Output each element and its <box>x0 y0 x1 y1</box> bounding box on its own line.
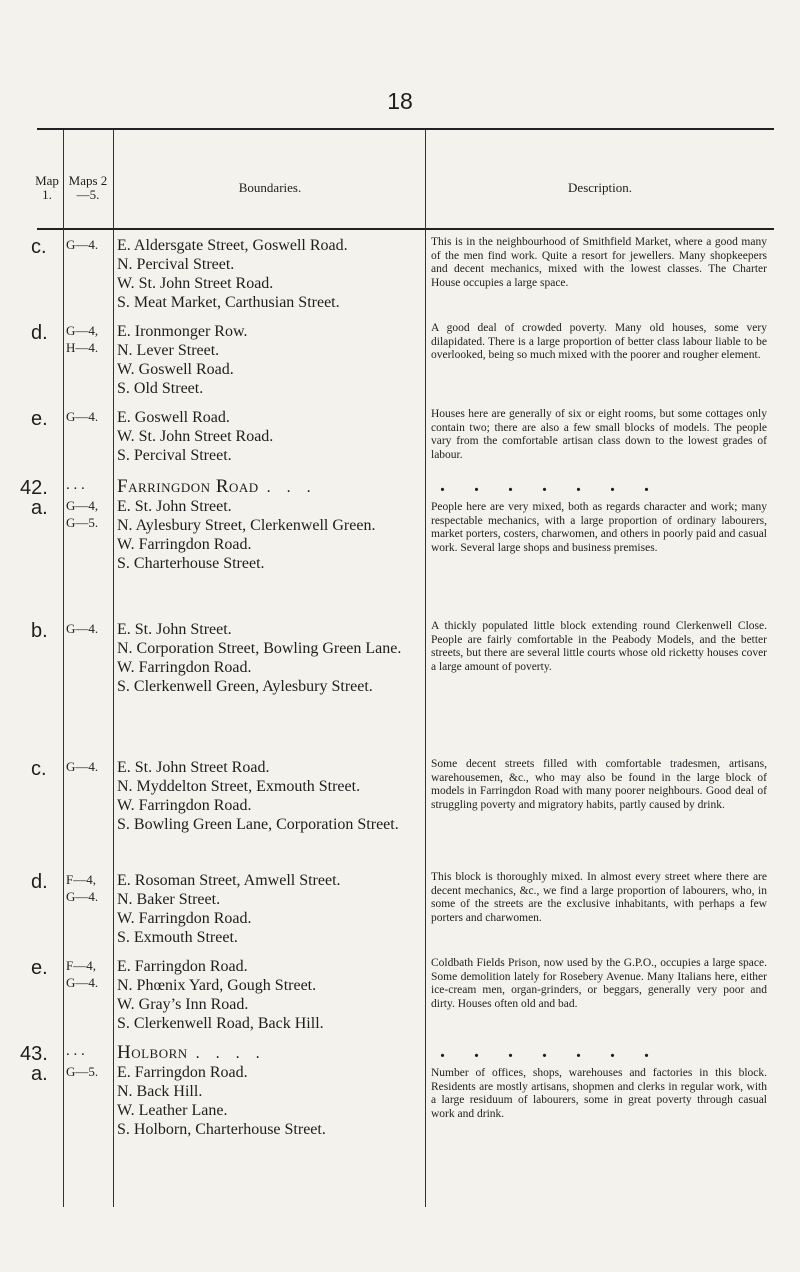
boundaries: E. Ironmonger Row. N. Lever Street. W. Goswell Road. S. Old Street. <box>117 323 248 397</box>
description: A good deal of crowded poverty. Many old houses, some very dilapidated. There is a large proportion of better class labour liable to be overlooked, being so much mixed with the poorer and rougher element. <box>431 322 767 361</box>
row-letter: a. <box>31 497 48 519</box>
page-number: 18 <box>387 88 413 114</box>
maps-ref: G—4, H—4. <box>66 323 99 355</box>
section-title: Farringdon Road <box>117 476 259 497</box>
row-letter: e. <box>31 957 48 979</box>
maps-dots: . . . <box>66 1043 85 1059</box>
description: This block is thoroughly mixed. In almost every street where there are decent mechanics, &c., we find a large proportion of labourers, who, in some of the streets are the exclusive inhabitants, with perhaps a few porters and charwomen. <box>431 871 767 924</box>
description: Some decent streets filled with comfortable tradesmen, artisans, warehousemen, &c., who may also be found in the large block of models in Farringdon Road with many poorer neighbours. Good deal of struggling poverty and migratory habits, partly caused by drink. <box>431 758 767 811</box>
row-letter: d. <box>31 322 48 344</box>
boundaries: E. Farringdon Road. N. Phœnix Yard, Gough Street. W. Gray’s Inn Road. S. Clerkenwell Road, Back Hill. <box>117 958 324 1032</box>
row-letter: e. <box>31 408 48 430</box>
header-boundaries: Boundaries. <box>238 180 302 195</box>
boundaries: E. Aldersgate Street, Goswell Road. N. Percival Street. W. St. John Street Road. S. Meat Market, Carthusian Street. <box>117 237 348 311</box>
maps-dots: . . . <box>66 477 85 493</box>
leader-dots: . . . . <box>195 1045 266 1062</box>
header-map: Map 1. <box>35 173 59 202</box>
top-rule <box>37 128 774 130</box>
description: People here are very mixed, both as regards character and work; many respectable mechanics, with a large proportion of ordinary labourers, market porters, costers, charwomen, and others in poorly paid and casual work. Several large shops and business premises. <box>431 501 767 554</box>
row-letter: b. <box>31 620 48 642</box>
description-dots: . . . . . . . <box>440 474 661 496</box>
boundaries: E. St. John Street. N. Aylesbury Street, Clerkenwell Green. W. Farringdon Road. S. Charterhouse Street. <box>117 498 376 572</box>
boundaries: E. St. John Street. N. Corporation Street, Bowling Green Lane. W. Farringdon Road. S. Clerkenwell Green, Aylesbury Street. <box>117 621 402 695</box>
description: This is in the neighbourhood of Smithfield Market, where a good many of the men find work. Quite a resort for jewellers. Many shopkeepers and decent mechanics, mixed with the lowest classes. The Charter House occupies a large space. <box>431 236 767 289</box>
section-title-line <box>117 1043 419 1063</box>
maps-ref: F—4, G—4. <box>66 958 99 990</box>
section-number: 42. <box>20 477 48 499</box>
section-number: 43. <box>20 1043 48 1065</box>
column-divider <box>425 130 426 1207</box>
maps-ref: G—4. <box>66 237 99 252</box>
description: Coldbath Fields Prison, now used by the G.P.O., occupies a large space. Some demolition lately for Rosebery Avenue. Many Italians here, either ice-cream men, organ-grinders, or beggars, generally very poor and dirty. Houses often old and bad. <box>431 957 767 1010</box>
header-rule <box>37 228 774 230</box>
header-description: Description. <box>568 180 632 195</box>
header-maps: Maps 2—5. <box>68 173 108 202</box>
section-title-line <box>117 477 419 497</box>
boundaries: E. St. John Street Road. N. Myddelton Street, Exmouth Street. W. Farringdon Road. S. Bowling Green Lane, Corporation Street. <box>117 759 399 833</box>
maps-ref: G—5. <box>66 1064 99 1079</box>
boundaries: E. Farringdon Road. N. Back Hill. W. Leather Lane. S. Holborn, Charterhouse Street. <box>117 1064 326 1138</box>
column-divider <box>63 130 64 1207</box>
row-letter: d. <box>31 871 48 893</box>
description: Houses here are generally of six or eight rooms, but some cottages only contain two; there are also a few small blocks of models. The people vary from the comfortable artisan class down to the lowest grades of labour. <box>431 408 767 461</box>
maps-ref: G—4. <box>66 409 99 424</box>
maps-ref: G—4, G—5. <box>66 498 99 530</box>
boundaries: E. Rosoman Street, Amwell Street. N. Baker Street. W. Farringdon Road. S. Exmouth Street. <box>117 872 341 946</box>
maps-ref: F—4, G—4. <box>66 872 99 904</box>
column-divider <box>113 130 114 1207</box>
boundaries: E. Goswell Road. W. St. John Street Road. S. Percival Street. <box>117 409 274 464</box>
row-letter: c. <box>31 236 47 258</box>
description: A thickly populated little block extending round Clerkenwell Close. People are fairly comfortable in the Peabody Models, and the better streets, but there are several little courts whose old ricketty houses cover a large amount of poverty. <box>431 620 767 673</box>
row-letter: a. <box>31 1063 48 1085</box>
maps-ref: G—4. <box>66 759 99 774</box>
description-dots: . . . . . . . <box>440 1040 661 1062</box>
leader-dots: . . . <box>266 479 317 496</box>
section-title: Holborn <box>117 1042 188 1063</box>
description: Number of offices, shops, warehouses and factories in this block. Residents are mostly artisans, shopmen and clerks in regular work, with a large residuum of labourers, some in great poverty through casual work and drink. <box>431 1067 767 1120</box>
maps-ref: G—4. <box>66 621 99 636</box>
row-letter: c. <box>31 758 47 780</box>
